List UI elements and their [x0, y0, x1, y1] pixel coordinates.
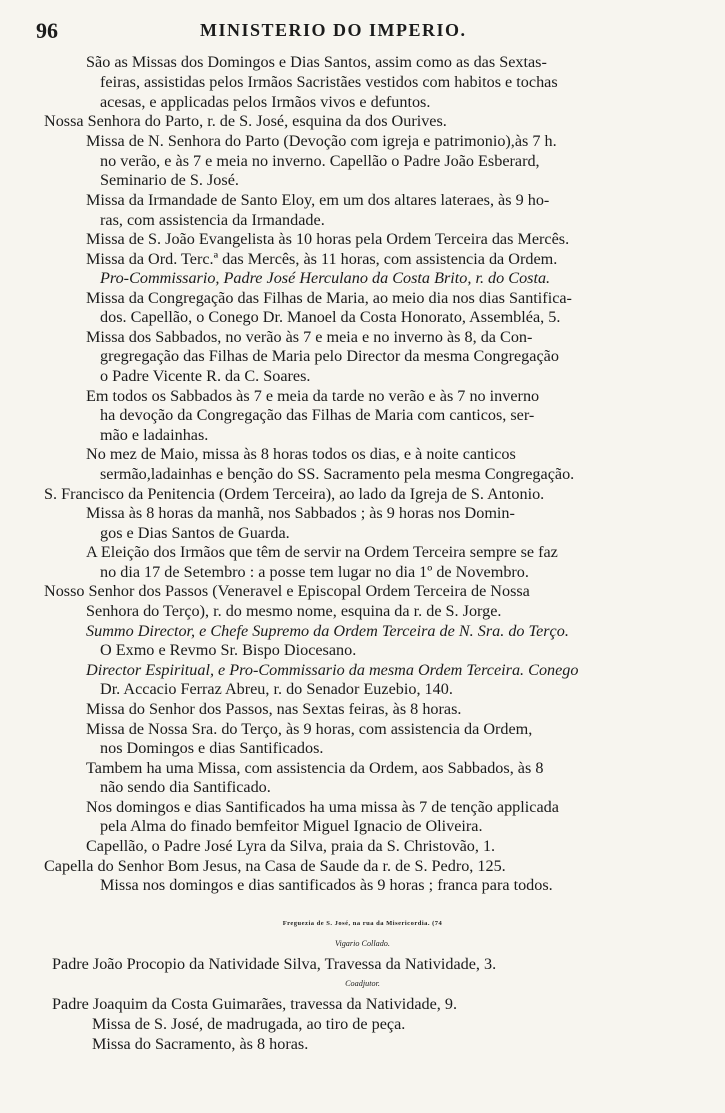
text-line: o Padre Vicente R. da C. Soares.: [100, 367, 311, 385]
text-line: dos. Capellão, o Conego Dr. Manoel da Costa Honorato, Assembléa, 5.: [100, 308, 561, 326]
text-line: feiras, assistidas pelos Irmãos Sacristães vestidos com habitos e tochas: [100, 73, 558, 91]
text-line: Missa dos Sabbados, no verão às 7 e meia e no inverno às 8, da Con-: [86, 328, 533, 346]
text-line: Capellão, o Padre José Lyra da Silva, praia da S. Christovão, 1.: [86, 837, 496, 855]
text-line: sermão,ladainhas e benção do SS. Sacramento pela mesma Congregação.: [100, 465, 575, 483]
text-line: Missa de S. José, de madrugada, ao tiro de peça.: [92, 1015, 406, 1033]
text-line: Missa da Congregação das Filhas de Maria, ao meio dia nos dias Santifica-: [86, 289, 572, 307]
text-line: Nos domingos e dias Santificados ha uma missa às 7 de tenção applicada: [86, 798, 559, 816]
text-line: ras, com assistencia da Irmandade.: [100, 211, 325, 229]
text-line: Summo Director, e Chefe Supremo da Ordem Terceira de N. Sra. do Terço.: [86, 622, 569, 640]
subheading-vigario: Vigario Collado.: [335, 939, 390, 948]
text-line: Missa da Irmandade de Santo Eloy, em um dos altares lateraes, às 9 ho-: [86, 191, 550, 209]
page-number: 96: [36, 18, 58, 43]
text-line: O Exmo e Revmo Sr. Bispo Diocesano.: [100, 641, 357, 659]
text-line: Missa da Ord. Terc.ª das Mercês, às 11 horas, com assistencia da Ordem.: [86, 250, 558, 268]
text-line: Missa do Sacramento, às 8 horas.: [92, 1035, 309, 1053]
church-heading: Nosso Senhor dos Passos (Veneravel e Episcopal Ordem Terceira de Nossa: [44, 582, 530, 600]
text-line: A Eleição dos Irmãos que têm de servir na Ordem Terceira sempre se faz: [86, 543, 558, 561]
text-line: Missa às 8 horas da manhã, nos Sabbados ; às 9 horas nos Domin-: [86, 504, 515, 522]
subheading-coadjutor: Coadjutor.: [345, 979, 380, 988]
text-line: Senhora do Terço), r. do mesmo nome, esquina da r. de S. Jorge.: [86, 602, 502, 620]
text-line: nos Domingos e dias Santificados.: [100, 739, 324, 757]
text-line: No mez de Maio, missa às 8 horas todos os dias, e à noite canticos: [86, 445, 516, 463]
text-line: Missa do Senhor dos Passos, nas Sextas feiras, às 8 horas.: [86, 700, 462, 718]
text-line: Pro-Commissario, Padre José Herculano da Costa Brito, r. do Costa.: [100, 269, 551, 287]
text-line: Dr. Accacio Ferraz Abreu, r. do Senador Euzebio, 140.: [100, 680, 453, 698]
text-line: Missa de S. João Evangelista às 10 horas pela Ordem Terceira das Mercês.: [86, 230, 570, 248]
text-line: Seminario de S. José.: [100, 171, 239, 189]
text-line: Padre Joaquim da Costa Guimarães, travessa da Natividade, 9.: [52, 995, 458, 1013]
text-line: no verão, e às 7 e meia no inverno. Capellão o Padre João Esberard,: [100, 152, 540, 170]
text-line: São as Missas dos Domingos e Dias Santos, assim como as das Sextas-: [86, 53, 547, 71]
text-line: Padre João Procopio da Natividade Silva, Travessa da Natividade, 3.: [52, 955, 497, 973]
text-line: mão e ladainhas.: [100, 426, 209, 444]
text-line: Em todos os Sabbados às 7 e meia da tarde no verão e às 7 no inverno: [86, 387, 540, 405]
text-line: Missa de Nossa Sra. do Terço, às 9 horas, com assistencia da Ordem,: [86, 720, 533, 738]
parish-heading: Freguezia de S. José, na rua da Misericordia. (74: [282, 920, 443, 927]
church-heading: Capella do Senhor Bom Jesus, na Casa de Saude da r. de S. Pedro, 125.: [44, 857, 506, 875]
text-line: gregregação das Filhas de Maria pelo Director da mesma Congregação: [100, 347, 559, 365]
text-line: Missa de N. Senhora do Parto (Devoção com igreja e patrimonio),às 7 h.: [86, 132, 557, 150]
text-line: no dia 17 de Setembro : a posse tem lugar no dia 1º de Novembro.: [100, 563, 529, 581]
page-header: [0, 14, 725, 44]
text-line: não sendo dia Santificado.: [100, 778, 271, 796]
text-line: ha devoção da Congregação das Filhas de Maria com canticos, ser-: [100, 406, 535, 424]
text-line: Director Espiritual, e Pro-Commissario da mesma Ordem Terceira. Conego: [86, 661, 579, 679]
running-head: MINISTERIO DO IMPERIO.: [200, 20, 467, 40]
text-line: Missa nos domingos e dias santificados às 9 horas ; franca para todos.: [100, 876, 553, 894]
text-line: pela Alma do finado bemfeitor Miguel Ignacio de Oliveira.: [100, 817, 483, 835]
church-heading: Nossa Senhora do Parto, r. de S. José, esquina da dos Ourives.: [44, 112, 447, 130]
church-heading: S. Francisco da Penitencia (Ordem Terceira), ao lado da Igreja de S. Antonio.: [44, 485, 545, 503]
text-line: acesas, e applicadas pelos Irmãos vivos e defuntos.: [100, 93, 431, 111]
text-line: gos e Dias Santos de Guarda.: [100, 524, 290, 542]
text-line: Tambem ha uma Missa, com assistencia da Ordem, aos Sabbados, às 8: [86, 759, 544, 777]
